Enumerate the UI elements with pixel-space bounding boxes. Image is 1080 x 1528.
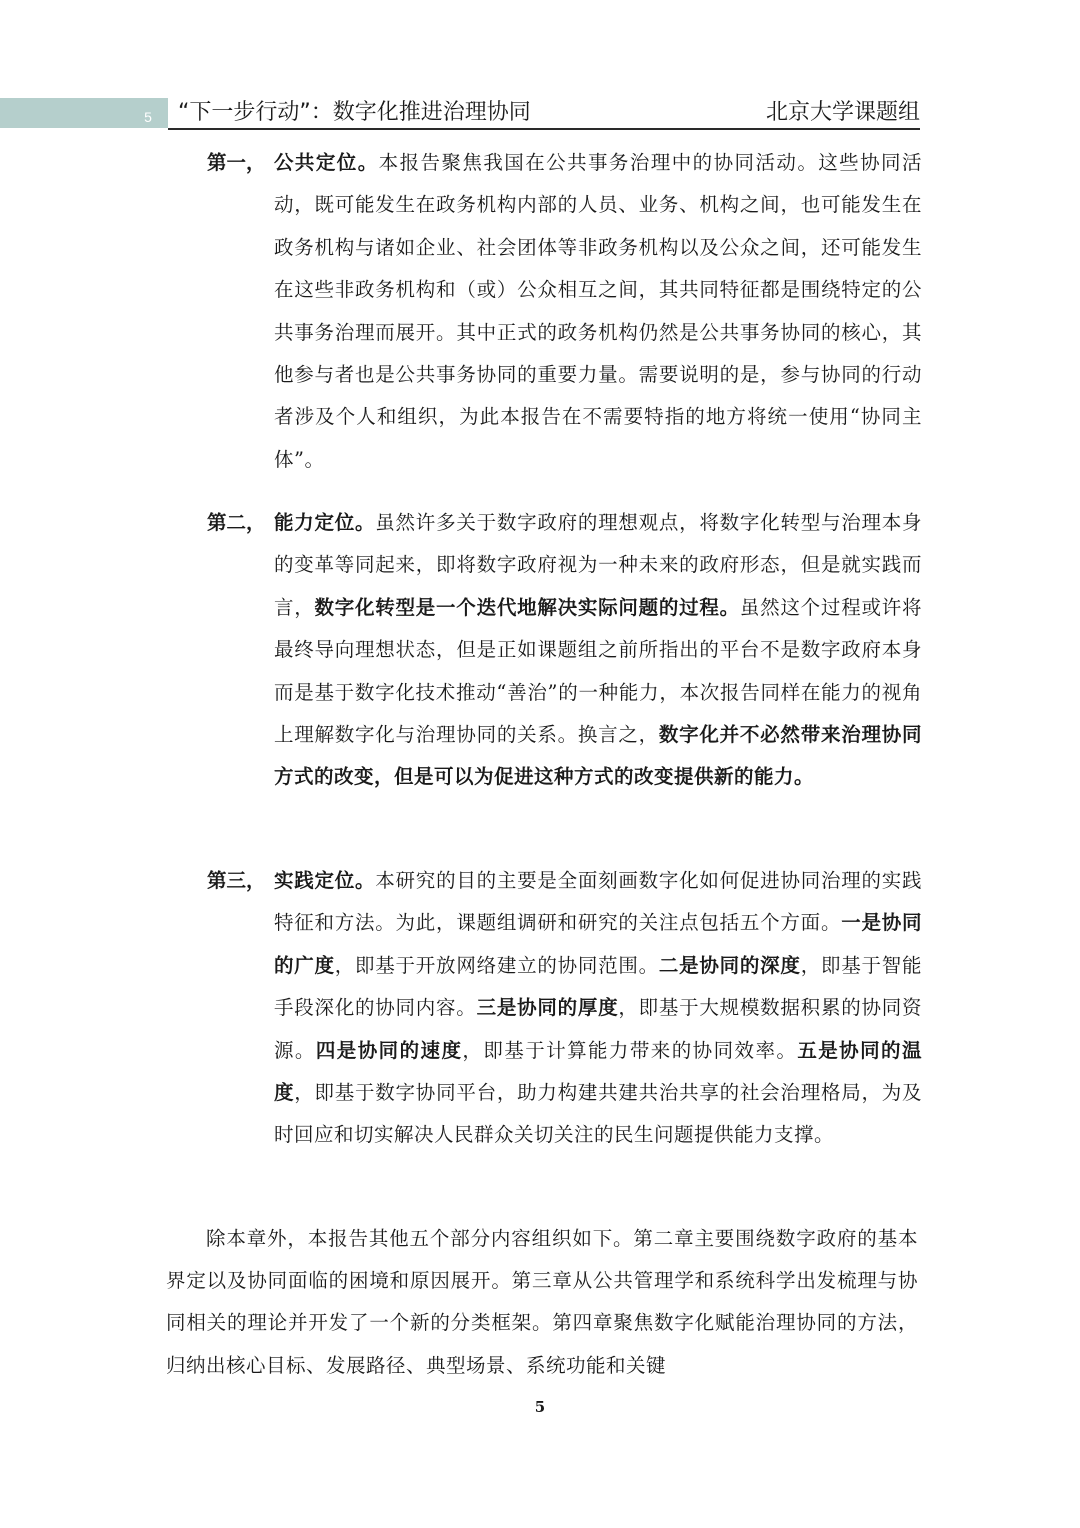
- item-text: 本报告聚焦我国在公共事务治理中的协同活动。这些协同活动，既可能发生在政务机构内部的人员、业务、机构之间，也可能发生在政务机构与诸如企业、社会团体等非政务机构以及公众之间，还可能发生在这些非政务机构和（或）公众相互之间，其共同特征都是围绕特定的公共事务治理而展开。其中正式的政务机构仍然是公共事务协同的核心，其他参与者也是公共事务协同的重要力量。需要说明的是，参与协同的行动者涉及个人和组织，为此本报告在不需要特指的地方将统一使用“协同主体”。: [274, 151, 922, 471]
- emphasis-text: 一是协同的广度: [274, 911, 922, 977]
- item-number: 第二，: [207, 511, 266, 534]
- report-title: “下一步行动”：数字化推进治理协同: [178, 100, 531, 125]
- positioning-item-public: [207, 142, 922, 481]
- item-heading: 能力定位。: [274, 511, 376, 534]
- emphasis-text: 三是协同的厚度: [476, 996, 619, 1020]
- item-number: 第一，: [207, 151, 266, 174]
- item-text: ，即基于开放网络建立的协同范围。: [334, 953, 659, 977]
- emphasis-text: 四是协同的速度: [315, 1038, 463, 1062]
- positioning-item-capability: [207, 502, 922, 799]
- closing-paragraph: 除本章外，本报告其他五个部分内容组织如下。第二章主要围绕数字政府的基本界定以及协同面临的困境和原因展开。第三章从公共管理学和系统科学出发梳理与协同相关的理论并开发了一个新的分类框架。第四章聚焦数字化赋能治理协同的方法，归纳出核心目标、发展路径、典型场景、系统功能和关键: [166, 1227, 918, 1377]
- item-text: ，即基于数字协同平台，助力构建共建共治共享的社会治理格局，为及时回应和切实解决人民群众关切关注的民生问题提供能力支撑。: [274, 1081, 922, 1147]
- emphasis-text: 二是协同的深度: [658, 953, 801, 977]
- positioning-item-practice: [207, 860, 922, 1157]
- item-text: ，即基于大规模数据积累的协同资源。: [274, 996, 922, 1062]
- page-number: 5: [534, 1398, 546, 1416]
- item-text: 虽然这个过程或许将最终导向理想状态，但是正如课题组之前所指出的平台不是数字政府本身而是基于数字化技术推动“善治”的一种能力，本次报告同样在能力的视角上理解数字化与治理协同的关系。换言之，: [274, 595, 922, 747]
- header-divider: [168, 128, 920, 130]
- emphasis-text: 数字化转型是一个迭代地解决实际问题的过程。: [314, 595, 740, 619]
- item-body: [274, 860, 922, 1157]
- item-body: [274, 502, 922, 799]
- item-text: ，即基于计算能力带来的协同效率。: [462, 1038, 798, 1062]
- item-body: [274, 142, 922, 481]
- emphasis-text: 五是协同的温度: [274, 1038, 922, 1105]
- emphasis-text: 数字化并不必然带来治理协同方式的改变，但是可以为促进这种方式的改变提供新的能力。: [274, 723, 922, 789]
- report-organization: 北京大学课题组: [765, 100, 920, 125]
- item-text: 本研究的目的主要是全面刻画数字化如何促进协同治理的实践特征和方法。为此，课题组调研和研究的关注点包括五个方面。: [274, 869, 922, 935]
- item-heading: 公共定位。: [274, 151, 379, 174]
- header-page-number: 5: [144, 109, 152, 125]
- item-text: ，即基于智能手段深化的协同内容。: [274, 953, 922, 1020]
- item-heading: 实践定位。: [274, 869, 376, 892]
- item-text: 虽然许多关于数字政府的理想观点，将数字化转型与治理本身的变革等同起来，即将数字政府视为一种未来的政府形态，但是就实践而言，: [274, 511, 922, 619]
- item-number: 第三，: [207, 869, 266, 892]
